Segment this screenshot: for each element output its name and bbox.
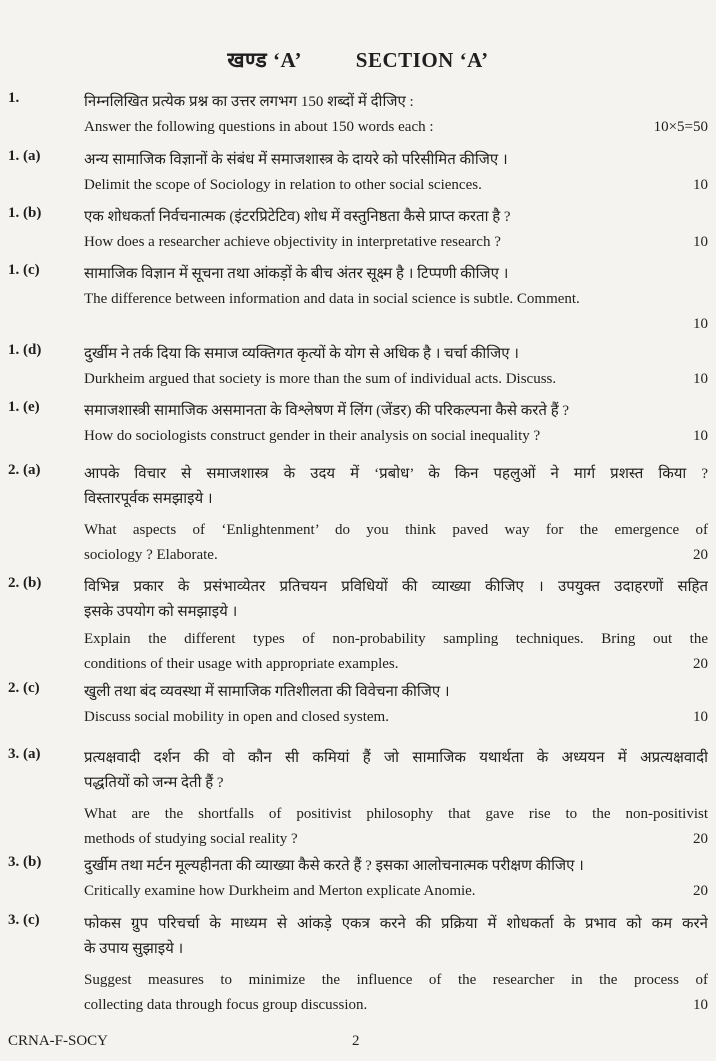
question-text-hindi: सामाजिक विज्ञान में सूचना तथा आंकड़ों के बीच अंतर सूक्ष्म है । टिप्पणी कीजिए ।	[84, 266, 509, 282]
question-text-hindi: समाजशास्त्री सामाजिक असमानता के विश्लेषण में लिंग (जेंडर) की परिकल्पना कैसे करते हैं ?	[84, 403, 570, 419]
question-number: 1. (b)	[8, 205, 42, 221]
question-text-english: What aspects of ‘Enlightenment’ do you think paved way for the emergence of	[84, 522, 708, 538]
question-text-english: Suggest measures to minimize the influence of the researcher in the process of	[84, 972, 708, 988]
question-number: 2. (c)	[8, 680, 40, 696]
question-text-english-continued: collecting data through focus group discussion.	[84, 997, 368, 1013]
paper-code: CRNA-F-SOCY	[8, 1033, 109, 1049]
question-text-hindi: खुली तथा बंद व्यवस्था में सामाजिक गतिशीलता की विवेचना कीजिए ।	[84, 684, 450, 700]
question-text-hindi-continued: पद्धतियों को जन्म देती हैं ?	[84, 775, 224, 791]
question-text-hindi: फोकस ग्रुप परिचर्चा के माध्यम से आंकड़े एकत्र करने की प्रक्रिया में शोधकर्ता के प्रभाव को कम करने	[84, 916, 708, 932]
question-number: 3. (b)	[8, 854, 42, 870]
question-text-hindi: निम्नलिखित प्रत्येक प्रश्न का उत्तर लगभग 150 शब्दों में दीजिए :	[84, 94, 414, 110]
question-marks: 20	[693, 831, 708, 847]
question-number: 1. (a)	[8, 148, 41, 164]
question-marks: 10×5=50	[653, 119, 708, 135]
question-text-hindi: आपके विचार से समाजशास्त्र के उदय में ‘प्रबोध’ के किन पहलुओं ने मार्ग प्रशस्त किया ?	[84, 466, 708, 482]
question-text-english: How do sociologists construct gender in their analysis on social inequality ?	[84, 428, 541, 444]
question-number: 1. (c)	[8, 262, 40, 278]
question-text-hindi-continued: विस्तारपूर्वक समझाइये ।	[84, 491, 213, 507]
question-marks: 10	[693, 316, 708, 332]
question-text-english: Explain the different types of non-probability sampling techniques. Bring out the	[84, 631, 708, 647]
question-text-english: What are the shortfalls of positivist philosophy that gave rise to the non-positivist	[84, 806, 708, 822]
question-marks: 20	[693, 883, 708, 899]
question-number: 3. (a)	[8, 746, 41, 762]
question-marks: 10	[693, 234, 708, 250]
question-text-hindi: विभिन्न प्रकार के प्रसंभाव्येतर प्रतिचयन प्रविधियों की व्याख्या कीजिए । उपयुक्त उदाहरणों सहित	[84, 579, 708, 595]
question-text-english: How does a researcher achieve objectivity in interpretative research ?	[84, 234, 501, 250]
question-text-hindi: दुर्खीम तथा मर्टन मूल्यहीनता की व्याख्या कैसे करते हैं ? इसका आलोचनात्मक परीक्षण कीजिए ।	[84, 858, 584, 874]
question-marks: 10	[693, 428, 708, 444]
question-number: 1. (d)	[8, 342, 42, 358]
question-text-english: Durkheim argued that society is more than the sum of individual acts. Discuss.	[84, 371, 557, 387]
question-text-english: Answer the following questions in about 150 words each :	[84, 119, 434, 135]
question-marks: 10	[693, 709, 708, 725]
question-text-english: Delimit the scope of Sociology in relation to other social sciences.	[84, 177, 482, 193]
question-text-hindi-continued: के उपाय सुझाइये ।	[84, 941, 184, 957]
question-marks: 10	[693, 997, 708, 1013]
question-text-english: Discuss social mobility in open and closed system.	[84, 709, 389, 725]
question-number: 1. (e)	[8, 399, 40, 415]
section-heading-english: SECTION ‘A’	[355, 48, 489, 72]
question-text-hindi: अन्य सामाजिक विज्ञानों के संबंध में समाजशास्त्र के दायरे को परिसीमित कीजिए ।	[84, 152, 508, 168]
page-number: 2	[352, 1033, 360, 1049]
question-text-english-continued: conditions of their usage with appropriate examples.	[84, 656, 399, 672]
question-number: 3. (c)	[8, 912, 40, 928]
question-text-english: The difference between information and data in social science is subtle. Comment.	[84, 291, 580, 307]
section-heading	[0, 46, 716, 74]
question-marks: 20	[693, 547, 708, 563]
question-text-english-continued: sociology ? Elaborate.	[84, 547, 218, 563]
question-number: 2. (b)	[8, 575, 42, 591]
section-heading-hindi: खण्ड ‘A’	[227, 48, 303, 72]
question-text-hindi-continued: इसके उपयोग को समझाइये ।	[84, 604, 238, 620]
question-marks: 10	[693, 371, 708, 387]
question-marks: 10	[693, 177, 708, 193]
question-text-hindi: एक शोधकर्ता निर्वचनात्मक (इंटरप्रिटेटिव) शोध में वस्तुनिष्ठता कैसे प्राप्त करता है ?	[84, 209, 511, 225]
question-text-english: Critically examine how Durkheim and Merton explicate Anomie.	[84, 883, 476, 899]
question-text-hindi: प्रत्यक्षवादी दर्शन की वो कौन सी कमियां हैं जो सामाजिक यथार्थता के अध्ययन में अप्रत्यक्षवादी	[84, 750, 708, 766]
question-text-english-continued: methods of studying social reality ?	[84, 831, 298, 847]
question-number: 2. (a)	[8, 462, 41, 478]
question-marks: 20	[693, 656, 708, 672]
question-text-hindi: दुर्खीम ने तर्क दिया कि समाज व्यक्तिगत कृत्यों के योग से अधिक है । चर्चा कीजिए ।	[84, 346, 519, 362]
question-number: 1.	[8, 90, 20, 106]
